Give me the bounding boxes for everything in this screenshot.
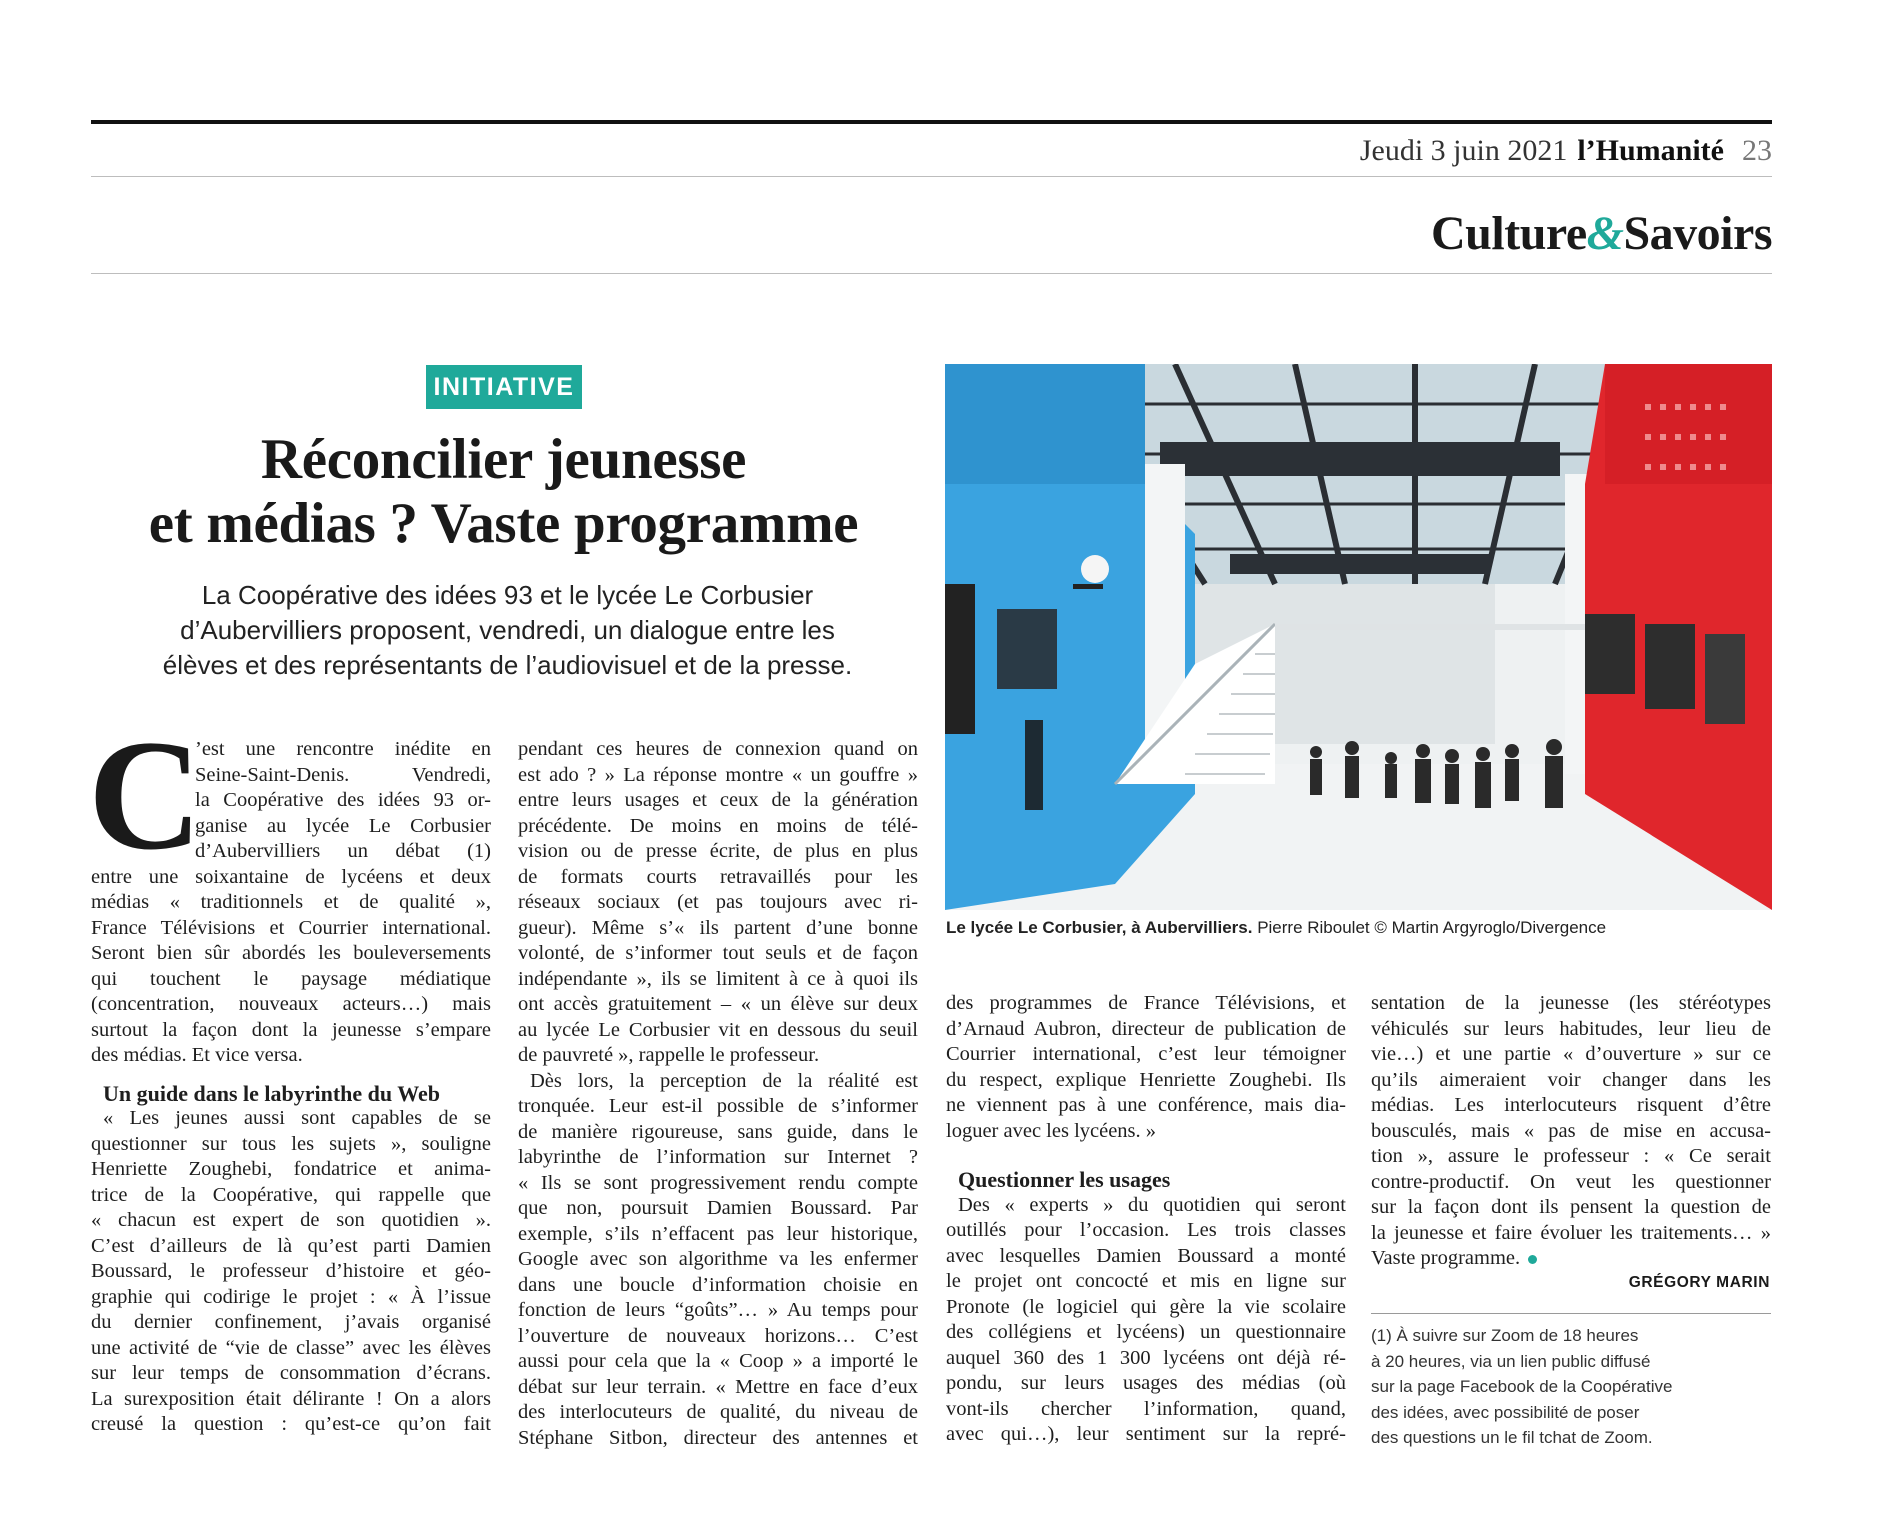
- footnote-line: des questions un le fil tchat de Zoom.: [1371, 1428, 1653, 1447]
- body-line: indépendante », ils se limitent à ce à quoi ils: [518, 967, 918, 990]
- body-line: entre une soixantaine de lycéens et deux: [91, 865, 491, 888]
- body-line: vision ou de presse écrite, de plus en plus: [518, 840, 918, 862]
- body-line: Seront bien sûr abordés les bouleversements: [91, 942, 491, 964]
- column-4: [1371, 991, 1771, 1272]
- body-line: Pronote (le logiciel qui gère la vie scolaire: [946, 1295, 1346, 1318]
- footnote-line: à 20 heures, via un lien public diffusé: [1371, 1351, 1651, 1371]
- body-line: la jeunesse et faire évoluer les traitements… »: [1371, 1221, 1771, 1244]
- body-line: loguer avec les lycéens. »: [946, 1119, 1157, 1142]
- footnote-line: des idées, avec possibilité de poser: [1371, 1402, 1640, 1422]
- body-line: aussi pour cela que la « Coop » a importé le: [518, 1350, 918, 1372]
- body-line: Stéphane Sitbon, directeur des antennes et: [518, 1426, 918, 1449]
- footnote: [1371, 1323, 1771, 1451]
- body-line: l’ouverture de nouveaux horizons… C’est: [518, 1324, 918, 1347]
- standfirst-line: d’Aubervilliers proposent, vendredi, un dialogue entre les: [180, 615, 835, 645]
- body-line: labyrinthe de l’information sur Internet ?: [518, 1146, 918, 1168]
- subheading: Questionner les usages: [958, 1167, 1171, 1192]
- body-line: Seine-Saint-Denis. Vendredi,: [195, 763, 491, 786]
- body-line: vont-ils chercher l’information, quand,: [946, 1397, 1346, 1420]
- column-1: [91, 737, 491, 1438]
- body-line: pondu, sur leurs usages des médias (où: [946, 1372, 1346, 1394]
- standfirst-line: La Coopérative des idées 93 et le lycée Le Corbusier: [201, 580, 814, 610]
- headline-line: Réconcilier jeunesse: [260, 428, 747, 491]
- body-line: volonté, de s’informer tout seuls et de façon: [518, 942, 918, 964]
- body-line: qui touchent le paysage médiatique: [91, 967, 491, 990]
- body-line: pendant ces heures de connexion quand on: [518, 738, 918, 760]
- top-rule: [91, 120, 1772, 124]
- body-line: outillés pour l’occasion. Les trois classes: [946, 1219, 1346, 1241]
- body-line: de pauvreté », rappelle le professeur.: [518, 1044, 820, 1066]
- article-tag: INITIATIVE: [426, 365, 582, 409]
- footnote-line: (1) À suivre sur Zoom de 18 heures: [1371, 1326, 1639, 1345]
- body-line: Dès lors, la perception de la réalité est: [530, 1069, 918, 1092]
- body-line: « Ils se sont progressivement rendu compte: [518, 1171, 918, 1194]
- section-title-part-2: Savoirs: [1623, 207, 1772, 260]
- body-line: avec lesquelles Damien Boussard a monté: [946, 1244, 1346, 1267]
- body-line: exemple, s’ils n’effacent pas leur historique,: [518, 1222, 918, 1245]
- body-line: La surexposition était délirante ! On a alors: [91, 1387, 491, 1410]
- footnote-divider: [1371, 1313, 1771, 1314]
- body-line: tronquée. Leur est-il possible de s’informer: [518, 1095, 918, 1117]
- body-line: Vaste programme.: [1371, 1247, 1521, 1269]
- section-title: [1431, 206, 1772, 261]
- body-line: de manière rigoureuse, sans guide, dans le: [518, 1120, 918, 1143]
- body-line: d’Arnaud Aubron, directeur de publication de: [946, 1017, 1346, 1040]
- column-2: [518, 737, 918, 1451]
- subheading: Un guide dans le labyrinthe du Web: [103, 1080, 441, 1106]
- body-line: Henriette Zoughebi, fondatrice et anima-: [91, 1158, 491, 1180]
- body-line: une activité de “vie de classe” avec les élèves: [91, 1336, 491, 1359]
- header-divider: [91, 176, 1772, 177]
- page-number: 23: [1742, 134, 1772, 167]
- section-title-part-1: Culture: [1431, 207, 1587, 260]
- body-line: avec qui…), leur sentiment sur la repré-: [946, 1423, 1346, 1445]
- body-line: des interlocuteurs de qualité, du niveau de: [518, 1401, 918, 1423]
- body-line: « chacun est expert de son quotidien ».: [91, 1209, 491, 1231]
- body-line: des médias. Et vice versa.: [91, 1044, 303, 1066]
- body-line: ne viennent pas à une conférence, mais dia-: [946, 1094, 1346, 1116]
- headline: [91, 428, 916, 556]
- body-line: vie…) et une partie « d’ouverture » sur ce: [1371, 1043, 1771, 1065]
- caption-title: Le lycée Le Corbusier, à Aubervilliers.: [946, 918, 1253, 937]
- headline-line: et médias ? Vaste programme: [148, 492, 859, 555]
- body-line: des programmes de France Télévisions, et: [946, 992, 1346, 1014]
- end-bullet-icon: [1528, 1255, 1537, 1264]
- body-line: précédente. De moins en moins de télé-: [518, 814, 918, 837]
- standfirst: [95, 578, 920, 683]
- body-line: réseaux sociaux (et pas toujours avec ri-: [518, 891, 918, 913]
- dateline: [1360, 134, 1772, 168]
- body-line: graphie qui codirige le projet : « À l’issue: [91, 1285, 491, 1308]
- body-line: Boussard, le professeur d’histoire et géo-: [91, 1260, 491, 1282]
- section-divider: [91, 273, 1772, 274]
- body-line: le projet ont concocté et mis en ligne sur: [946, 1270, 1346, 1292]
- drop-cap: C: [88, 708, 203, 883]
- body-line: (concentration, nouveaux acteurs…) mais: [91, 993, 491, 1015]
- school-atrium-illustration: [945, 364, 1772, 910]
- body-line: surtout la façon dont la jeunesse s’empare: [91, 1018, 491, 1041]
- body-line: trice de la Coopérative, qui rappelle que: [91, 1183, 491, 1206]
- body-line: ’est une rencontre inédite en: [195, 738, 491, 760]
- body-line: creusé la question : qu’est-ce qu’on fait: [91, 1413, 491, 1435]
- body-line: C’est d’ailleurs de là qu’est parti Damien: [91, 1234, 491, 1257]
- body-line: gueur). Même s’« ils partent d’une bonne: [518, 916, 918, 939]
- body-line: la Coopérative des idées 93 or-: [195, 789, 491, 811]
- body-line: est ado ? » La réponse montre « un gouffre »: [518, 763, 918, 786]
- footnote-line: sur la page Facebook de la Coopérative: [1371, 1377, 1673, 1396]
- body-line: bousculés, mais « pas de mise en accusa-: [1371, 1119, 1771, 1142]
- caption-credit: Pierre Riboulet © Martin Argyroglo/Divergence: [1257, 918, 1607, 937]
- body-line: médias. Les interlocuteurs risquent d’être: [1371, 1094, 1771, 1116]
- body-line: ont accès gratuitement – « un élève sur deux: [518, 993, 918, 1015]
- standfirst-line: élèves et des représentants de l’audiovisuel et de la presse.: [162, 650, 853, 680]
- issue-date: Jeudi 3 juin 2021: [1359, 134, 1568, 167]
- body-line: médias « traditionnels et de qualité »,: [91, 891, 491, 913]
- body-line: fonction de leurs “goûts”… » Au temps pour: [518, 1299, 918, 1321]
- body-line: au lycée Le Corbusier vit en dessous du seuil: [518, 1018, 918, 1041]
- body-line: que non, poursuit Damien Boussard. Par: [518, 1197, 918, 1219]
- body-line: d’Aubervilliers un débat (1): [195, 840, 491, 862]
- body-line: sur leur temps de consommation d’écrans.: [91, 1362, 491, 1384]
- column-3: [946, 991, 1346, 1448]
- body-line: entre leurs usages et ceux de la génération: [518, 789, 918, 811]
- body-line: France Télévisions et Courrier international.: [91, 916, 491, 939]
- body-line: dans une boucle d’information choisie en: [518, 1273, 918, 1296]
- author-signature: GRÉGORY MARIN: [1628, 1274, 1770, 1291]
- body-line: de formats courts retravaillés pour les: [518, 865, 918, 888]
- section-ampersand: &: [1586, 207, 1624, 260]
- photo-caption: [946, 918, 1606, 938]
- body-line: tion », assure le professeur : « Ce serait: [1371, 1145, 1771, 1167]
- body-line: ganise au lycée Le Corbusier: [195, 814, 491, 837]
- body-line: sentation de la jeunesse (les stéréotypes: [1371, 992, 1771, 1014]
- body-line: du respect, explique Henriette Zoughebi. Ils: [946, 1068, 1346, 1091]
- body-line: débat sur leur terrain. « Mettre en face d’eux: [518, 1375, 918, 1398]
- body-line: « Les jeunes aussi sont capables de se: [103, 1107, 491, 1129]
- body-line: auquel 360 des 1 300 lycéens ont déjà ré-: [946, 1346, 1346, 1369]
- body-line: contre-productif. On veut les questionner: [1371, 1170, 1771, 1193]
- body-line: Des « experts » du quotidien qui seront: [958, 1193, 1346, 1216]
- body-line: qu’ils aimeraient voir changer dans les: [1371, 1068, 1771, 1091]
- body-line: Google avec son algorithme va les enfermer: [518, 1248, 918, 1270]
- body-line-final: [1371, 1246, 1771, 1272]
- body-line: du dernier confinement, j’avais organisé: [91, 1311, 491, 1333]
- article-photo: [945, 364, 1772, 910]
- body-line: des collégiens et lycéens) un questionnaire: [946, 1321, 1346, 1343]
- body-line: sur la façon dont ils pensent la question de: [1371, 1196, 1771, 1218]
- body-line: véhiculés sur leurs habitudes, leur lieu de: [1371, 1017, 1771, 1040]
- newspaper-name: l’Humanité: [1577, 134, 1724, 167]
- body-line: questionner sur tous les sujets », souligne: [91, 1132, 491, 1155]
- body-line: Courrier international, c’est leur témoigner: [946, 1043, 1346, 1065]
